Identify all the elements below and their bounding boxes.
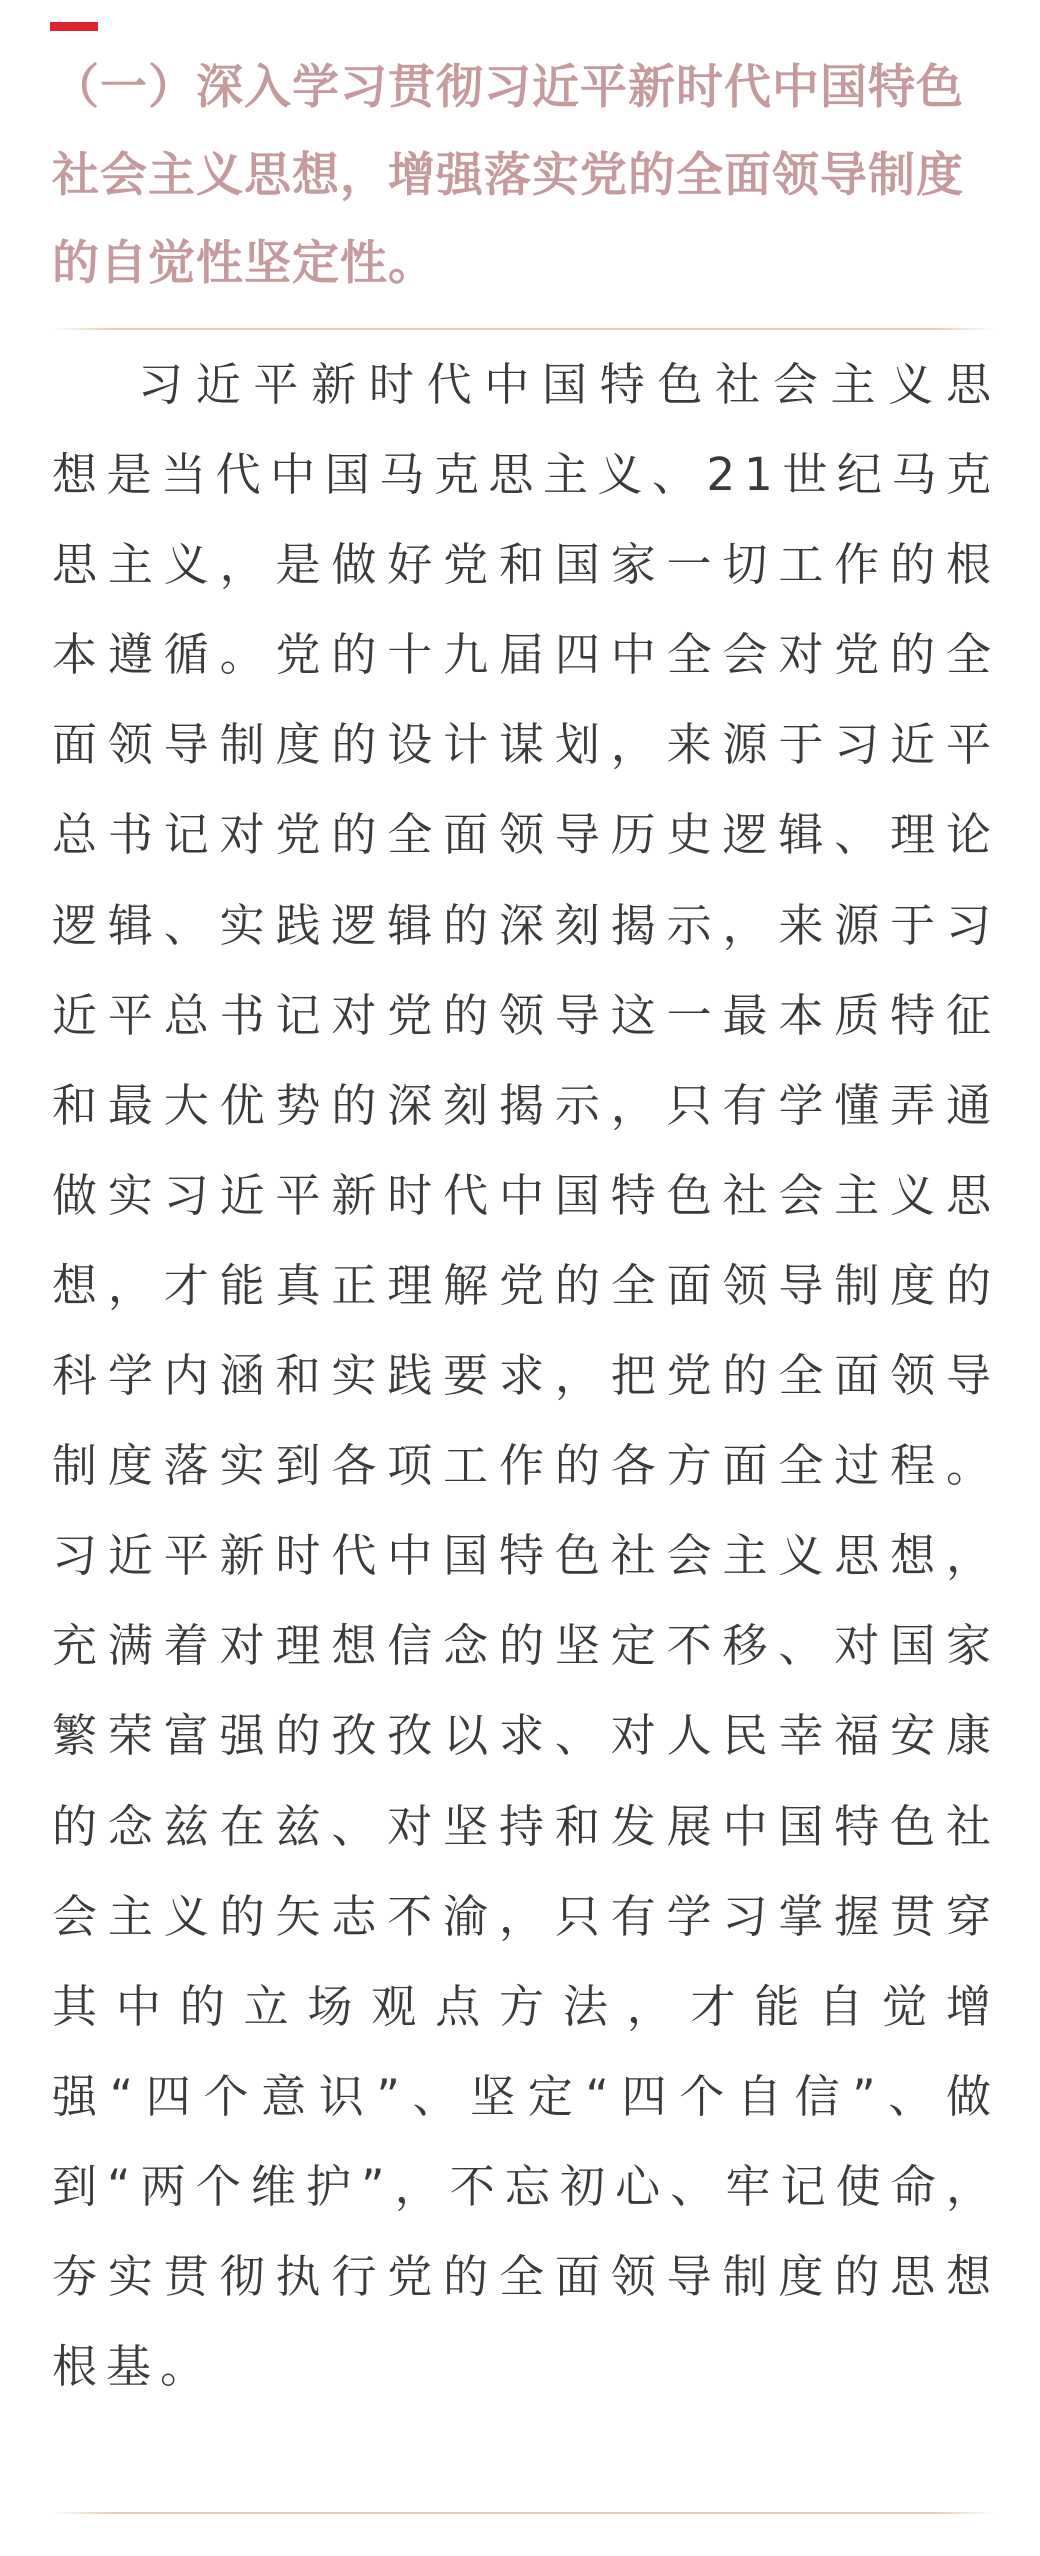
divider-bottom [50, 2512, 996, 2514]
accent-bar [50, 22, 98, 31]
section-body-paragraph: 习近平新时代中国特色社会主义思想是当代中国马克思主义、21世纪马克思主义，是做好党和国家一切工作的根本遵循。党的十九届四中全会对党的全面领导制度的设计谋划，来源于习近平总书记对党的全面领导历史逻辑、理论逻辑、实践逻辑的深刻揭示，来源于习近平总书记对党的领导这一最本质特征和最大优势的深刻揭示，只有学懂弄通做实习近平新时代中国特色社会主义思想，才能真正理解党的全面领导制度的科学内涵和实践要求，把党的全面领导制度落实到各项工作的各方面全过程。习近平新时代中国特色社会主义思想，充满着对理想信念的坚定不移、对国家繁荣富强的孜孜以求、对人民幸福安康的念兹在兹、对坚持和发展中国特色社会主义的矢志不渝，只有学习掌握贯穿其中的立场观点方法，才能自觉增强“四个意识”、坚定“四个自信”、做到“两个维护”，不忘初心、牢记使命，夯实贯彻执行党的全面领导制度的思想根基。 [52, 358, 1000, 2394]
divider-top [50, 328, 996, 330]
section-heading: （一）深入学习贯彻习近平新时代中国特色社会主义思想，增强落实党的全面领导制度的自觉性坚定性。 [52, 60, 964, 291]
